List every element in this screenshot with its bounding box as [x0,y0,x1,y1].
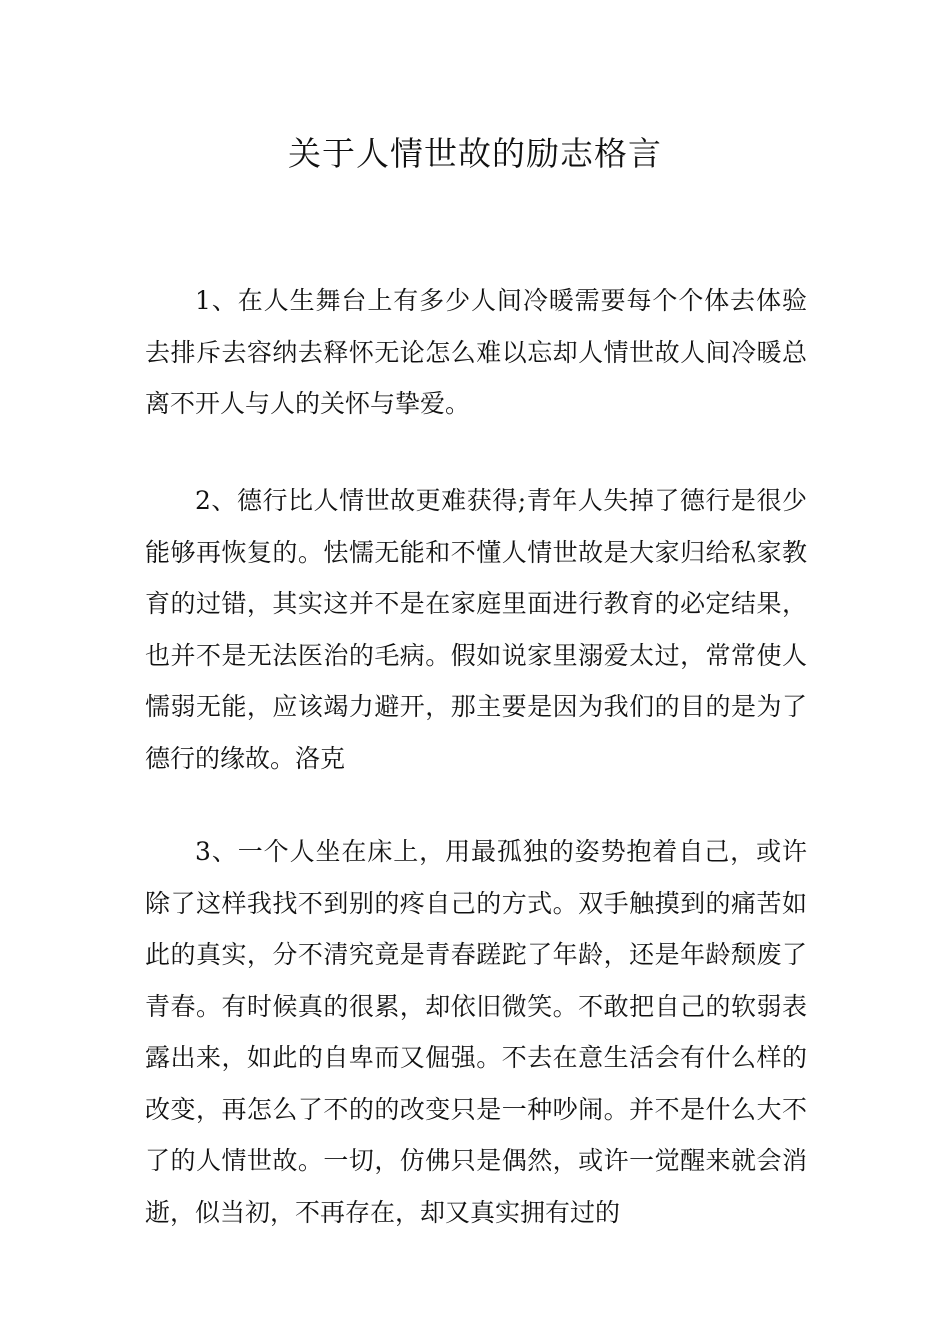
paragraph-3: 3、一个人坐在床上，用最孤独的姿势抱着自己，或许除了这样我找不到别的疼自己的方式。双手触摸到的痛苦如此的真实，分不清究竟是青春蹉跎了年龄，还是年龄颓废了青春。有时候真的很累，却依旧微笑。不敢把自己的软弱表露出来，如此的自卑而又倔强。不去在意生活会有什么样的改变，再怎么了不的的改变只是一种吵闹。并不是什么大不了的人情世故。一切，仿佛只是偶然，或许一觉醒来就会消逝，似当初，不再存在，却又真实拥有过的 [145,837,807,1227]
paragraph-1: 1、在人生舞台上有多少人间冷暖需要每个个体去体验去排斥去容纳去释怀无论怎么难以忘却人情世故人间冷暖总离不开人与人的关怀与挚爱。 [145,286,807,418]
document-title: 关于人情世故的励志格言 [288,134,662,173]
paragraph-2: 2、德行比人情世故更难获得;青年人失掉了德行是很少能够再恢复的。怯懦无能和不懂人情世故是大家归给私家教育的过错，其实这并不是在家庭里面进行教育的必定结果，也并不是无法医治的毛病。假如说家里溺爱太过，常常使人懦弱无能，应该竭力避开，那主要是因为我们的目的是为了德行的缘故。洛克 [145,486,807,773]
